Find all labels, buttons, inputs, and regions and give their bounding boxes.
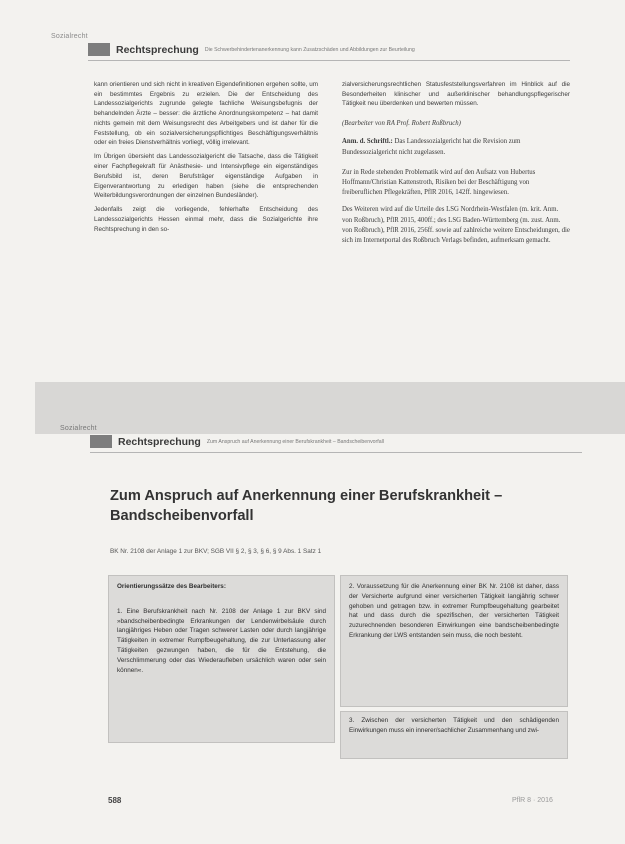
page-separator [35, 382, 625, 434]
title-line: Bandscheibenvorfall [110, 508, 254, 524]
orientation-box-right [340, 575, 568, 707]
top-section-tag: Sozialrecht [51, 33, 88, 40]
annotation-label: Anm. d. Schriftl.: [342, 138, 393, 146]
author-note: (Bearbeiter von RA Prof. Robert Roßbruch) [342, 120, 461, 128]
box-text: 2. Voraussetzung für die Anerkennung einer BK Nr. 2108 ist daher, dass der Versicherte aufgrund einer versicherten Tätigkeit langjährig schwer gehoben und getragen bzw. in extremer Rumpfbeugehaltung gearbeitet hat und dass durch die spezifischen, der versicherten Tätigkeit zuzurechnenden besonderen Einwirkungen eine bandscheibenbedingte Erkrankung der LWS entstanden sein muss, die noch besteht. [349, 583, 559, 639]
top-right-column [342, 80, 570, 253]
annotation-text: Das Landessozialgericht hat die Revision zum Bundessozialgericht nicht zugelassen. [342, 138, 521, 156]
paragraph: Jedenfalls zeigt die vorliegende, fehlerhafte Entscheidung des Landessozialgerichts Hessen einmal mehr, dass die Sozialgerichte ihre Rechtsprechung in den so- [94, 206, 318, 233]
top-left-column [94, 80, 318, 239]
bottom-section-tag: Sozialrecht [60, 425, 97, 432]
top-header-subtitle: Die Schwerbehindertenanerkennung kann Zusatzschäden und Abbildungen zur Beurteilung [204, 46, 415, 53]
legal-norms: BK Nr. 2108 der Anlage 1 zur BKV; SGB VII § 2, § 3, § 6, § 9 Abs. 1 Satz 1 [110, 548, 322, 555]
header-marker [88, 43, 110, 56]
title-line: Zum Anspruch auf Anerkennung einer Berufskrankheit – [110, 488, 503, 504]
article-title [110, 486, 590, 526]
header-marker [90, 435, 112, 448]
paragraph: Zur in Rede stehenden Problematik wird auf den Aufsatz von Hubertus Hoffmann/Christian Kattenstroth, Risiken bei der Beschäftigung von freiberuflichen Pflegekräften, PflR 2016, 142ff. hingewiesen. [342, 168, 536, 197]
journal-reference: PflR 8 · 2016 [512, 797, 553, 804]
bottom-header-subtitle: Zum Anspruch auf Anerkennung einer Berufskrankheit – Bandscheibenvorfall [206, 438, 384, 445]
box-heading: Orientierungssätze des Bearbeiters: [117, 583, 226, 590]
top-header [88, 43, 415, 56]
box-text: 3. Zwischen der versicherten Tätigkeit und den schädigenden Einwirkungen muss ein innerer/sachlicher Zusammenhang und zwi- [349, 717, 559, 734]
top-header-title: Rechtsprechung [116, 43, 199, 56]
bottom-header [90, 435, 384, 448]
paragraph: kann orientieren und sich nicht in kreativen Eigendefinitionen ergehen sollte, um ein bestimmtes Ergebnis zu erzielen. Die der Entscheidung des Landessozialgerichts zugrunde gelegte fachliche Weisungsbefugnis der behandelnden Ärzte – besser: die ärztliche Anordnungskompetenz – hat damit nichts gemein mit dem Weisungsrecht des Arbeitgebers und ist daher für die Feststellung, ob ein sozialversicherungspflichtiges Beschäftigungsverhältnis oder ein freies Dienstverhältnis vorliegt, völlig irrelevant. [94, 81, 318, 147]
reference-notes [342, 168, 570, 246]
bottom-header-rule [90, 452, 582, 453]
paragraph: Im Übrigen übersieht das Landessozialgericht die Tatsache, dass die Tätigkeit einer Fachpflegekraft für Anästhesie- und Intensivpflege ein eigenständiges Berufsbild ist, deren Berufsträger eigenständige Aufgaben in Eigenverantwortung zu erledigen haben (siehe die entsprechenden Weiterbildungsverordnungen der einzelnen Bundesländer). [94, 153, 318, 200]
box-text: 1. Eine Berufskrankheit nach Nr. 2108 der Anlage 1 zur BKV sind »bandscheibenbedingte Erkrankungen der Lendenwirbelsäule durch langjähriges Heben oder Tragen schwerer Lasten oder durch langjährige Tätigkeiten in extremer Rumpfbeugehaltung, die zur Unterlassung aller Tätigkeiten gezwungen haben, die für die Entstehung, die Verschlimmerung oder das Wiederaufleben ursächlich waren oder sein können«. [117, 607, 326, 674]
paragraph: Des Weiteren wird auf die Urteile des LSG Nordrhein-Westfalen (m. krit. Anm. von Roßbruch), PflR 2015, 400ff.; des LSG Baden-Württemberg (m. zust. Anm. von Roßbruch), PflR 2016, 256ff. sowie auf zahlreiche weitere Entscheidungen, die sich im Internetportal des Roßbruch Verlags befinden, aufmerksam gemacht. [342, 206, 570, 244]
bottom-header-title: Rechtsprechung [118, 435, 201, 448]
orientation-box-right-2 [340, 711, 568, 759]
orientation-box-left [108, 575, 335, 743]
annotation [342, 137, 570, 157]
top-header-rule [88, 60, 570, 61]
page-number: 588 [108, 796, 122, 805]
paragraph: zialversicherungsrechtlichen Statusfeststellungsverfahren im Hinblick auf die Besonderheiten klinischer und außerklinischer behandlungspflegerischer Tätigkeit neu überdenken und bewerten müssen. [342, 81, 570, 108]
